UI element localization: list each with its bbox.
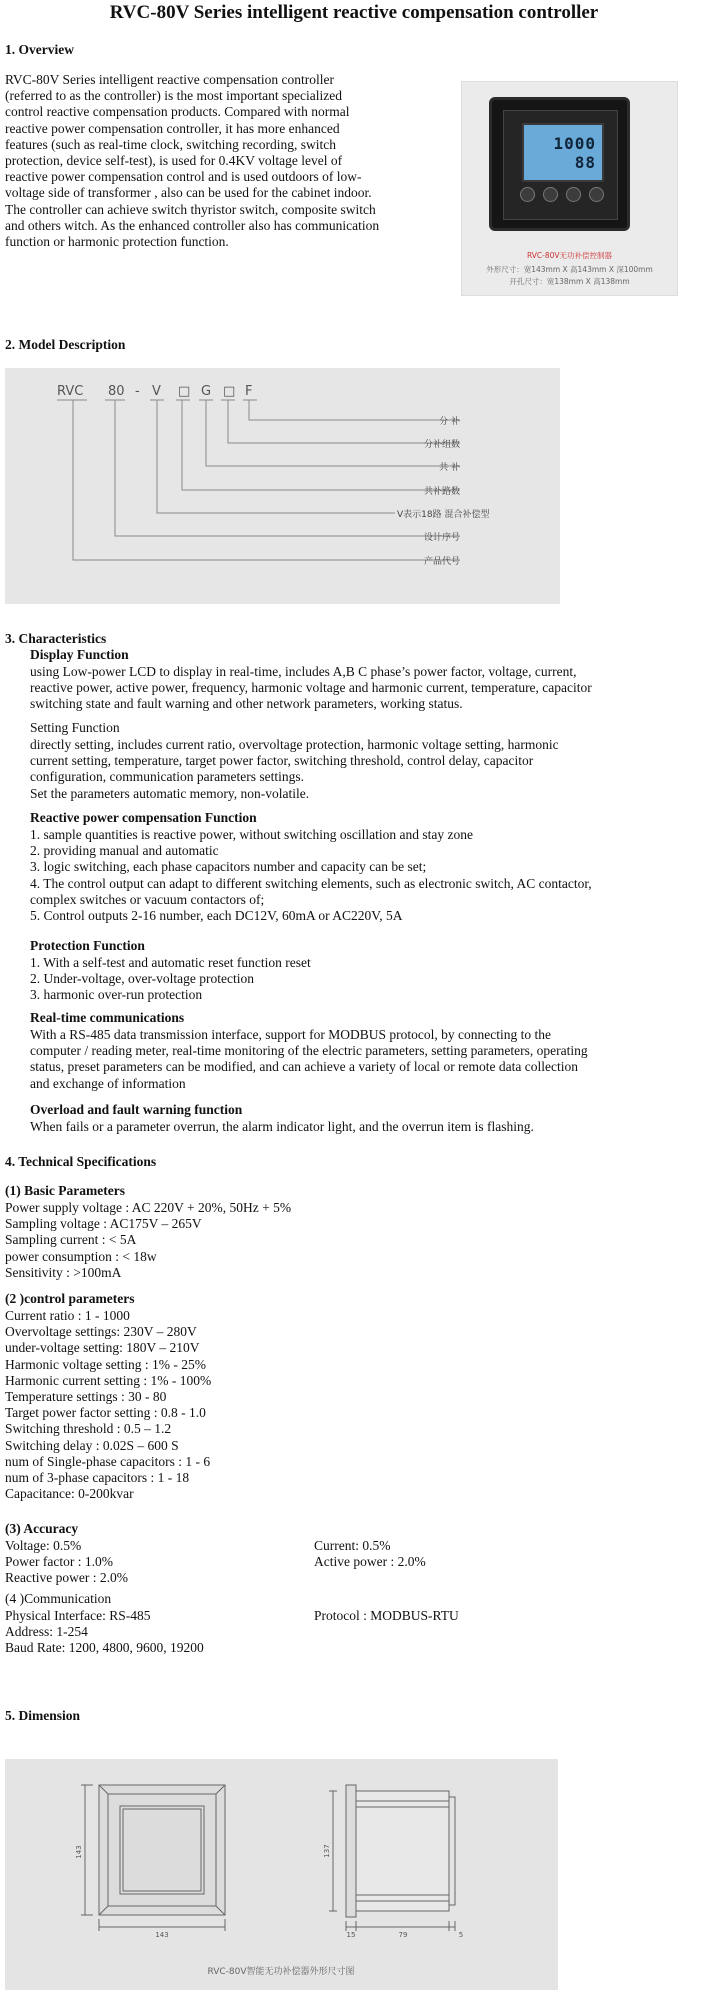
- device-button-icon: [543, 187, 558, 202]
- overview-heading: 1. Overview: [5, 42, 74, 57]
- model-heading: 2. Model Description: [5, 337, 126, 352]
- front-height-label: 143: [75, 1845, 83, 1859]
- product-caption: RVC-80V无功补偿控制器: [526, 251, 613, 260]
- code-part-series: 80: [108, 384, 125, 399]
- overload-warning-title: Overload and fault warning function: [30, 1102, 243, 1117]
- model-label-4: 共补路数: [423, 487, 460, 497]
- device-bezel: [503, 110, 618, 220]
- realtime-comm-text: With a RS-485 data transmission interface, support for MODBUS protocol, by connecting to the computer / reading meter, real-time monitoring of the electric parameters, setting parameters, operating status, preset parameters can be modified, and can achieve a variety of local or remote data collection and exchange of information: [30, 1027, 588, 1091]
- device-button-icon: [589, 187, 604, 202]
- accuracy-left: Voltage: 0.5% Power factor : 1.0% Reactive power : 2.0%: [5, 1538, 128, 1586]
- device-button-icon: [566, 187, 581, 202]
- protection-function-title: Protection Function: [30, 938, 145, 953]
- accuracy-title: (3) Accuracy: [5, 1521, 79, 1536]
- protection-function-text: 1. With a self-test and automatic reset function reset 2. Under-voltage, over-voltage protection 3. harmonic over-run protection: [30, 955, 311, 1003]
- device-buttons: [520, 187, 604, 202]
- product-size-outer: 外形尺寸：宽143mm X 高143mm X 深100mm: [486, 265, 653, 274]
- front-width-label: 143: [155, 1931, 169, 1939]
- model-leader-lines: [57, 400, 460, 560]
- communication-left: Physical Interface: RS-485 Address: 1-254 Baud Rate: 1200, 4800, 9600, 19200: [5, 1608, 204, 1656]
- reactive-function-title: Reactive power compensation Function: [30, 810, 257, 825]
- dimension-caption: RVC-80V智能无功补偿器外形尺寸图: [207, 1967, 355, 1977]
- product-size-cutout: 开孔尺寸：宽138mm X 高138mm: [509, 277, 630, 286]
- side-height-label: 137: [323, 1844, 331, 1858]
- model-label-5: V表示18路 混合补偿型: [397, 510, 490, 520]
- specs-heading: 4. Technical Specifications: [5, 1154, 157, 1169]
- page-title: RVC-80V Series intelligent reactive compensation controller: [109, 2, 599, 23]
- basic-params-title: (1) Basic Parameters: [5, 1183, 125, 1198]
- setting-function-title: Setting Function: [30, 720, 120, 735]
- basic-params-text: Power supply voltage : AC 220V + 20%, 50Hz + 5% Sampling voltage : AC175V – 265V Sampling current : < 5A power consumption : < 18w Sensitivity : >100mA: [5, 1200, 292, 1280]
- side-label-b: 79: [398, 1931, 408, 1939]
- front-view: [81, 1785, 225, 1931]
- model-label-1: 分 补: [439, 417, 460, 427]
- communication-title: (4 )Communication: [5, 1591, 112, 1606]
- code-part-box2: □: [223, 384, 236, 399]
- overview-text: RVC-80V Series intelligent reactive compensation controller (referred to as the controller) is the most important specialized control reactive compensation products. Compared with normal reactive power compensation controller, it has more enhanced features (such as real-time clock, switching recording, switch protection, device self-test), is used for 0.4KV voltage level of reactive power compensation control and is used outdoors of low- voltage side of transformer , also can be used for the cabinet indoor. The controller can achieve switch thyristor switch, composite switch and others witch. As the enhanced controller also has communication function or harmonic protection function.: [5, 72, 380, 250]
- setting-function-text: directly setting, includes current ratio, overvoltage protection, harmonic voltage setting, harmonic current setting, temperature, target power factor, switching threshold, control delay, capacitor configuration, communication parameters settings. Set the parameters automatic memory, non-volatile.: [30, 737, 559, 801]
- model-label-7: 产品代号: [423, 557, 460, 567]
- code-part-v: V: [152, 384, 161, 399]
- reactive-function-text: 1. sample quantities is reactive power, without switching oscillation and stay zone 2. providing manual and automatic 3. logic switching, each phase capacitors number and capacity can be set; 4. The control output can adapt to different switching elements, such as electronic switch, AC contactor, complex switches or vacuum contactors of; 5. Control outputs 2-16 number, each DC12V, 60mA or AC220V, 5A: [30, 827, 592, 924]
- product-image: [461, 81, 678, 296]
- realtime-comm-title: Real-time communications: [30, 1010, 185, 1025]
- display-function-text: using Low-power LCD to display in real-time, includes A,B C phase’s power factor, voltage, current, reactive power, active power, frequency, harmonic voltage and harmonic current, temperature, capacitor switching state and fault warning and other network parameters, working status.: [30, 664, 592, 712]
- display-function-title: Display Function: [30, 647, 129, 662]
- side-label-a: 15: [346, 1931, 356, 1939]
- model-label-2: 分补组数: [423, 440, 460, 450]
- communication-right: Protocol : MODBUS-RTU: [314, 1608, 459, 1623]
- model-diagram: [5, 368, 560, 604]
- dimension-heading: 5. Dimension: [5, 1708, 81, 1723]
- code-part-rvc: RVC: [57, 384, 84, 399]
- overload-warning-text: When fails or a parameter overrun, the alarm indicator light, and the overrun item is flashing.: [30, 1119, 534, 1134]
- code-part-g: G: [201, 384, 212, 399]
- code-part-dash: -: [135, 384, 140, 399]
- side-label-c: 5: [458, 1931, 464, 1939]
- accuracy-right: Current: 0.5% Active power : 2.0%: [314, 1538, 426, 1570]
- code-part-f: F: [245, 384, 253, 399]
- characteristics-heading: 3. Characteristics: [5, 631, 107, 646]
- model-label-6: 设计序号: [423, 533, 460, 543]
- model-diagram-svg: [5, 368, 560, 604]
- code-part-box1: □: [178, 384, 191, 399]
- model-label-3: 共 补: [439, 463, 460, 473]
- controller-device: [492, 100, 627, 228]
- side-view: [329, 1785, 455, 1931]
- lcd-line2: 88: [574, 153, 596, 172]
- control-params-text: Current ratio : 1 - 1000 Overvoltage settings: 230V – 280V under-voltage setting: 180V – 210V Harmonic voltage setting : 1% - 25% Harmonic current setting : 1% - 100% Temperature settings : 30 - 80 Target power factor setting : 0.8 - 1.0 Switching threshold : 0.5 – 1.2 Switching delay : 0.02S – 600 S num of Single-phase capacitors : 1 - 6 num of 3-phase capacitors : 1 - 18 Capacitance: 0-200kvar: [5, 1308, 212, 1502]
- lcd-line1: 1000: [553, 134, 596, 153]
- control-params-title: (2 )control parameters: [5, 1291, 135, 1306]
- dimension-diagram: [5, 1759, 558, 1990]
- device-button-icon: [520, 187, 535, 202]
- dimension-diagram-svg: [5, 1759, 558, 1990]
- lcd-display: [522, 123, 604, 182]
